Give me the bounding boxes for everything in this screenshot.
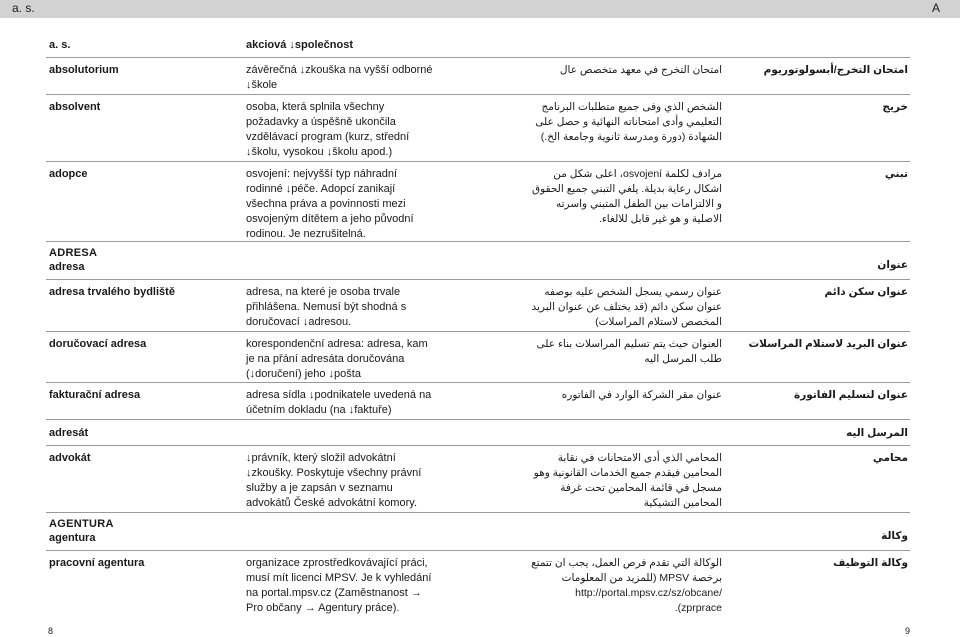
def-ar-pracovni-agentura: الوكالة التي تقدم فرص العمل، يجب ان تتمتع برخصة MPSV (للمزيد من المعلومات http://portal.mpsv.cz/sz/obcane/ zprprace). [531,557,722,614]
def-cz-pracovni-agentura: organizace zprostředkovávající práci, musí mít licenci MPSV. Je k vyhledání na portal.mpsv.cz (Zaměstnanost → Pro občany → Agentury práce). [246,557,432,614]
term-dorucovaci: doručovací adresa [49,338,147,350]
term-ar-adresa-trvaleho: عنوان سكن دائم [824,286,908,298]
page-number-left: 8 [48,626,54,636]
divider [46,382,910,383]
term-ar-adresat: المرسل اليه [846,427,908,439]
page-number-right: 9 [905,626,911,636]
def-cz-as: akciová ↓společnost [246,39,353,51]
divider [46,331,910,332]
divider [46,445,910,446]
section-head-agentura [49,517,114,545]
term-ar-fakturacni: عنوان لتسليم الفاتورة [794,389,908,401]
divider [46,57,910,58]
term-as: a. s. [49,39,71,51]
def-cz-absolvent: osoba, která splnila všechny požadavky a úspěšně ukončila vzdělávací program (kurz, střední ↓školu, vysokou ↓školu apod.) [246,101,410,158]
def-ar-absolutorium: امتحان التخرج في معهد متخصص عال [559,64,722,76]
running-header-left: a. s. [12,1,35,15]
term-ar-adresa: عنوان [877,259,908,271]
def-ar-adresa-trvaleho: عنوان رسمي يسجل الشخص عليه بوصفه عنوان سكن دائم (قد يختلف عن عنوان البريد المخصص لاستلام المراسلات) [531,286,722,328]
section-head-adresa-lower: adresa [49,261,85,273]
def-ar-adopce: مرادف لكلمة osvojení، اعلى شكل من اشكال رعاية بديلة. يلغي التبني جميع الحقوق و الالتزامات بين الطفل المتبني واسرته الاصلية و هو غير قابل للالغاء. [532,168,722,225]
section-head-adresa-caps: ADRESA [49,247,98,259]
divider [46,512,910,513]
def-ar-absolvent: الشخص الذي وفى جميع متطلبات البرنامج التعليمي وأدى امتحاناته النهائية و حصل على الشهادة (دورة ومدرسة ثانوية وجامعة الخ.) [535,101,722,143]
term-ar-adopce: تبني [884,168,908,180]
def-cz-dorucovaci: korespondenční adresa: adresa, kam je na přání adresáta doručována (↓doručení) jeho ↓pošta [246,338,428,380]
def-ar-dorucovaci: العنوان حيث يتم تسليم المراسلات بناء على طلب المرسل اليه [536,338,722,365]
term-ar-absolutorium: امتحان التخرج/أبسولوتوريوم [763,64,908,76]
divider [46,419,910,420]
section-head-adresa [49,246,97,274]
term-ar-dorucovaci: عنوان البريد لاستلام المراسلات [748,338,908,350]
def-cz-adresa-trvaleho: adresa, na které je osoba trvale přihlášena. Nemusí být shodná s doručovací ↓adresou. [246,286,407,328]
term-advokat: advokát [49,452,91,464]
def-ar-advokat: المحامي الذي أدى الامتحانات في نقابة المحامين فيقدم جميع الخدمات القانونية وهو مسجل في قائمة المحامين تحت غرفة المحامين التشيكية [533,452,722,509]
term-ar-pracovni-agentura: وكالة التوظيف [833,557,908,569]
def-cz-fakturacni: adresa sídla ↓podnikatele uvedená na účetním dokladu (na ↓faktuře) [246,389,432,416]
def-cz-absolutorium: závěrečná ↓zkouška na vyšší odborné ↓škole [246,64,433,91]
def-cz-advokat: ↓právník, který složil advokátní ↓zkoušky. Poskytuje všechny právní služby a je zapsán v seznamu advokátů České advokátní komory. [246,452,422,509]
term-absolvent: absolvent [49,101,101,113]
term-pracovni-agentura: pracovní agentura [49,557,145,569]
term-fakturacni: fakturační adresa [49,389,141,401]
def-ar-fakturacni: عنوان مقر الشركة الوارد في الفاتوره [561,389,722,401]
term-adopce: adopce [49,168,88,180]
divider [46,279,910,280]
term-adresa-trvaleho: adresa trvalého bydliště [49,286,175,298]
running-header [0,0,960,18]
running-header-right: A [931,1,940,15]
def-cz-adopce: osvojení: nejvyšší typ náhradní rodinné ↓péče. Adopcí zanikají všechna práva a povinnosti mezi osvojeným dítětem a jeho původní rodinou. Je nezrušitelná. [246,168,414,240]
term-absolutorium: absolutorium [49,64,119,76]
divider [46,94,910,95]
section-head-agentura-lower: agentura [49,532,96,544]
term-ar-absolvent: خريج [882,101,908,113]
divider [46,241,910,242]
term-ar-advokat: محامي [872,452,908,464]
section-head-agentura-caps: AGENTURA [49,518,114,530]
term-ar-agentura: وكالة [881,530,908,542]
term-adresat: adresát [49,427,89,439]
divider [46,550,910,551]
divider [46,161,910,162]
